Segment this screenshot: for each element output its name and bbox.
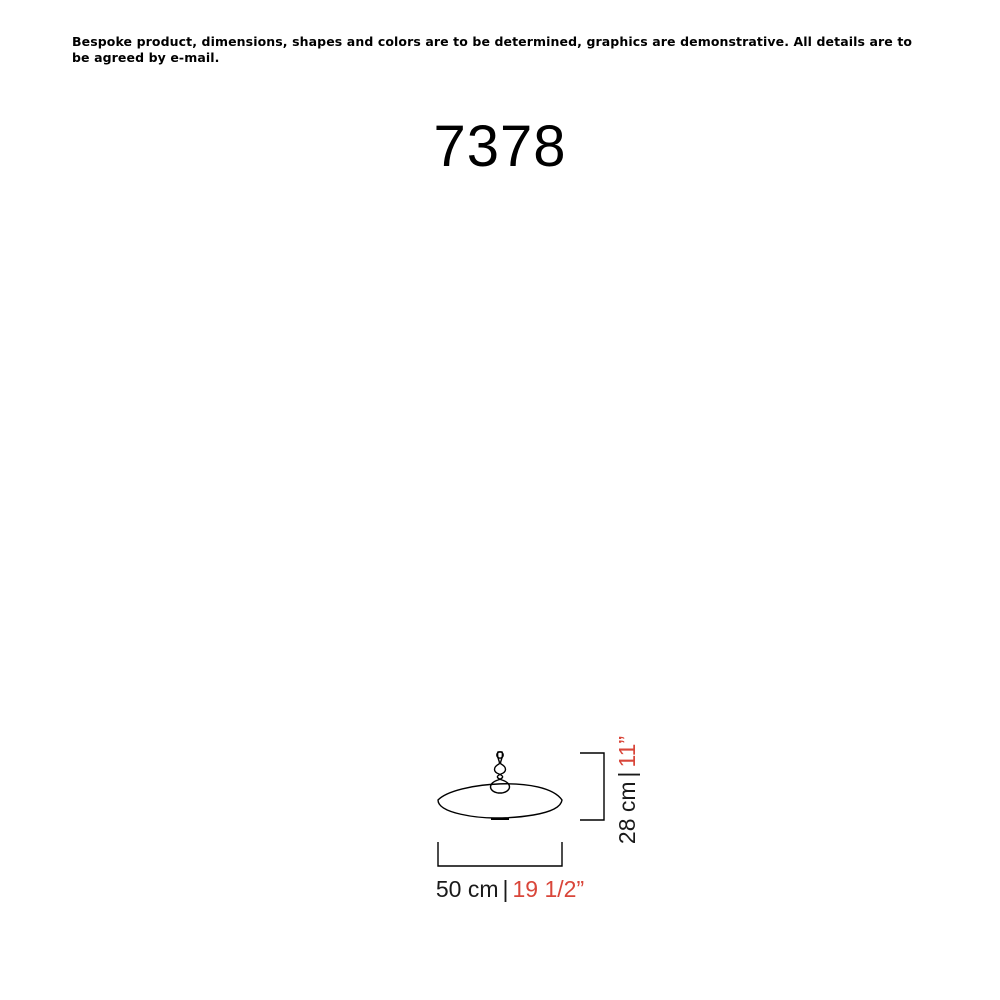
- width-bracket: [438, 842, 562, 866]
- width-dimension-label: [380, 874, 640, 904]
- width-imperial: 19 1/2”: [512, 876, 585, 902]
- height-separator: |: [614, 771, 640, 778]
- product-code: 7378: [433, 114, 567, 179]
- height-imperial: 11”: [614, 735, 640, 768]
- disclaimer-text: Bespoke product, dimensions, shapes and colors are to be determined, graphics are demonstrative. All details are to be agreed by e-mail.: [72, 34, 913, 65]
- height-bracket: [580, 753, 604, 820]
- height-metric: 28 cm: [614, 781, 640, 845]
- width-separator: |: [502, 876, 509, 902]
- lamp-shade: [438, 784, 562, 818]
- width-metric: 50 cm: [435, 876, 499, 902]
- lamp-finial: [491, 752, 510, 793]
